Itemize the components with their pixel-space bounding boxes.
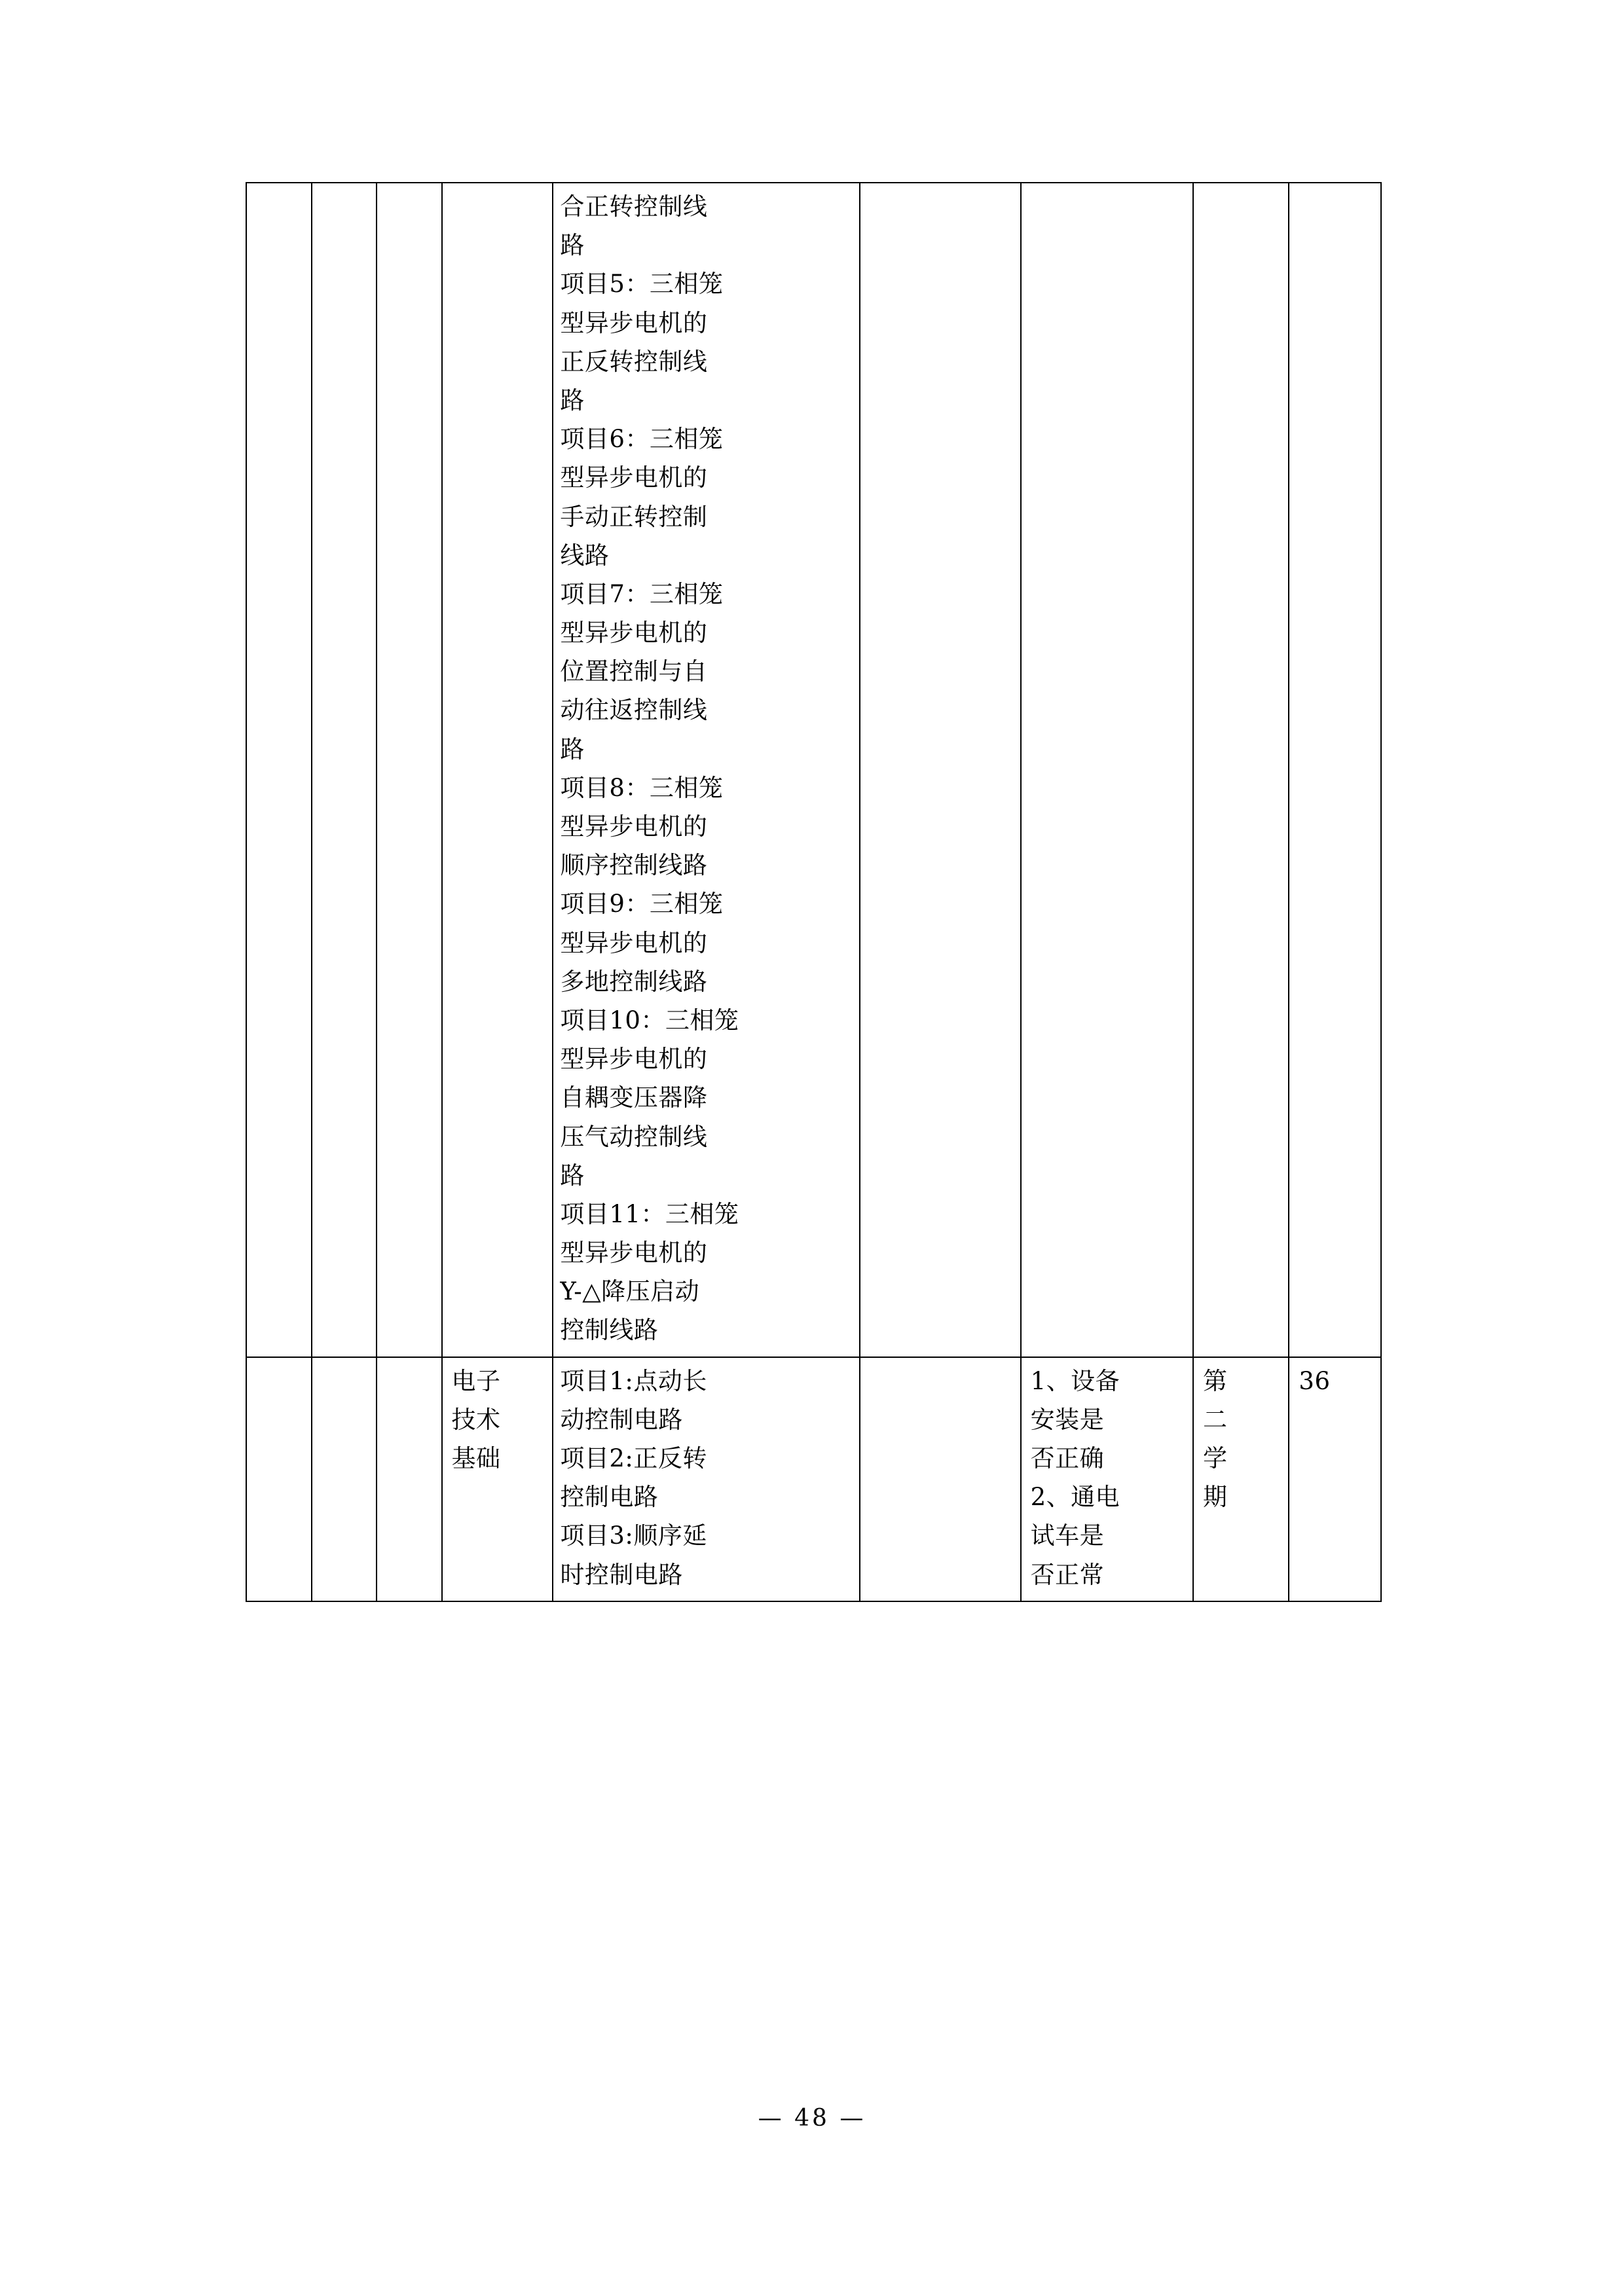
semester-line: 第 xyxy=(1203,1366,1228,1395)
semester-line: 学 xyxy=(1203,1444,1228,1472)
project-line: 项目2:正反转 xyxy=(560,1444,707,1472)
project-line: 多地控制线路 xyxy=(560,967,708,996)
assessment-line: 否正确 xyxy=(1030,1444,1105,1472)
project-line: 项目9：三相笼 xyxy=(560,890,724,919)
cell-hours-row2 xyxy=(1289,1357,1381,1601)
project-line: 控制电路 xyxy=(560,1483,659,1512)
project-line: 路 xyxy=(560,1161,585,1190)
project-line: 型异步电机的 xyxy=(560,1045,708,1074)
project-line: 动控制电路 xyxy=(560,1405,683,1434)
project-line: 手动正转控制 xyxy=(560,502,708,531)
cell-course-name-row1 xyxy=(442,183,553,1357)
cell-semester-row1 xyxy=(1193,183,1289,1357)
project-list-row1 xyxy=(553,183,858,1357)
course-name-line: 技术 xyxy=(451,1405,501,1434)
cell-col-a-row1 xyxy=(246,183,312,1357)
assessment-list-row2 xyxy=(1022,1358,1192,1601)
project-line: 项目6：三相笼 xyxy=(560,425,724,454)
assessment-line: 安装是 xyxy=(1030,1405,1105,1434)
assessment-line: 1、设备 xyxy=(1030,1366,1120,1395)
project-line: 型异步电机的 xyxy=(560,928,708,957)
project-line: 型异步电机的 xyxy=(560,308,708,337)
project-line: 路 xyxy=(560,386,585,414)
course-name-row2 xyxy=(443,1358,553,1485)
cell-col-f-row2 xyxy=(860,1357,1021,1601)
project-line: 合正转控制线 xyxy=(560,192,708,221)
project-line: Y-△降压启动 xyxy=(560,1277,700,1306)
hours-value: 36 xyxy=(1299,1366,1331,1395)
project-line: 正反转控制线 xyxy=(560,347,708,376)
project-line: 型异步电机的 xyxy=(560,1239,708,1267)
assessment-line: 试车是 xyxy=(1030,1522,1105,1550)
project-line: 项目7：三相笼 xyxy=(560,579,724,608)
project-line: 动往返控制线 xyxy=(560,696,708,725)
project-line: 项目10：三相笼 xyxy=(560,1006,739,1034)
curriculum-table xyxy=(246,182,1382,1602)
project-line: 项目1:点动长 xyxy=(560,1366,707,1395)
semester-row2 xyxy=(1194,1358,1288,1523)
course-name-line: 基础 xyxy=(451,1444,501,1472)
hours-row2 xyxy=(1289,1358,1380,1407)
cell-col-b-row1 xyxy=(312,183,377,1357)
cell-assessment-row1 xyxy=(1021,183,1193,1357)
project-line: 自耦变压器降 xyxy=(560,1084,708,1112)
cell-col-b-row2 xyxy=(312,1357,377,1601)
cell-semester-row2 xyxy=(1193,1357,1289,1601)
project-line: 路 xyxy=(560,231,585,260)
cell-col-f-row1 xyxy=(860,183,1021,1357)
cell-hours-row1 xyxy=(1289,183,1381,1357)
project-line: 位置控制与自 xyxy=(560,657,708,686)
project-line: 项目11：三相笼 xyxy=(560,1199,739,1228)
curriculum-table-container xyxy=(246,182,1382,1602)
project-line: 路 xyxy=(560,735,585,763)
page-number: — 48 — xyxy=(758,2105,866,2132)
cell-col-a-row2 xyxy=(246,1357,312,1601)
semester-line: 期 xyxy=(1203,1483,1228,1512)
project-line: 项目5：三相笼 xyxy=(560,270,724,299)
project-line: 线路 xyxy=(560,541,610,570)
project-line: 压气动控制线 xyxy=(560,1122,708,1151)
project-line: 项目8：三相笼 xyxy=(560,773,724,802)
project-line: 时控制电路 xyxy=(560,1560,683,1589)
project-line: 型异步电机的 xyxy=(560,464,708,492)
table-row xyxy=(246,183,1381,1357)
cell-course-name-row2 xyxy=(442,1357,553,1601)
project-line: 型异步电机的 xyxy=(560,812,708,841)
project-line: 型异步电机的 xyxy=(560,619,708,647)
project-line: 项目3:顺序延 xyxy=(560,1522,707,1550)
cell-assessment-row2 xyxy=(1021,1357,1193,1601)
cell-col-c-row1 xyxy=(377,183,442,1357)
project-line: 顺序控制线路 xyxy=(560,851,708,880)
cell-project-list-row1 xyxy=(553,183,859,1357)
assessment-line: 否正常 xyxy=(1030,1560,1105,1589)
semester-line: 二 xyxy=(1203,1405,1228,1434)
cell-col-c-row2 xyxy=(377,1357,442,1601)
course-name-line: 电子 xyxy=(451,1366,501,1395)
project-line: 控制线路 xyxy=(560,1316,659,1345)
cell-project-list-row2 xyxy=(553,1357,859,1601)
assessment-line: 2、通电 xyxy=(1030,1483,1120,1512)
table-row xyxy=(246,1357,1381,1601)
project-list-row2 xyxy=(553,1358,858,1601)
